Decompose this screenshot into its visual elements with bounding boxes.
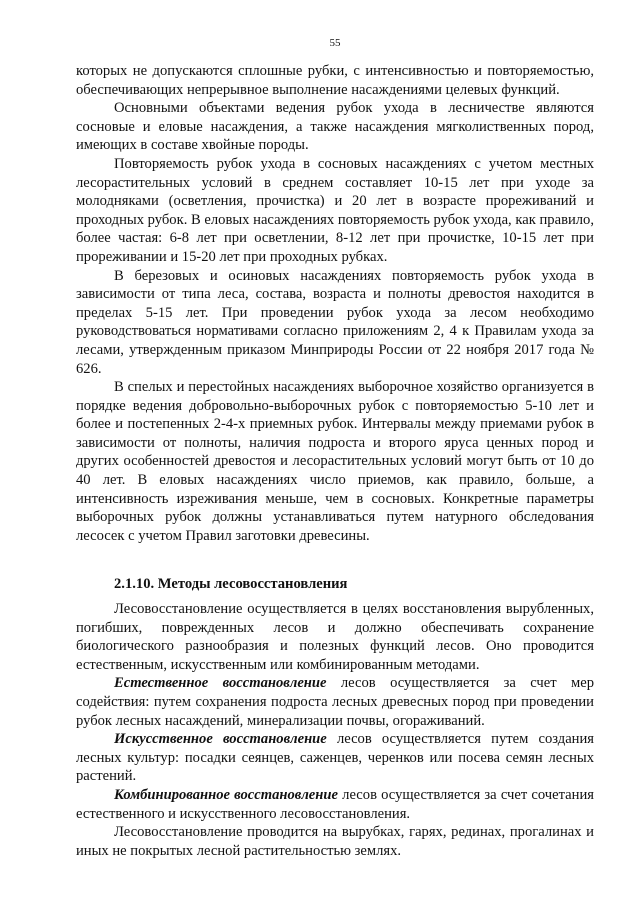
paragraph-natural-restoration	[76, 674, 594, 730]
section-heading: 2.1.10. Методы лесовосстановления	[114, 576, 348, 593]
section-spacer	[76, 545, 594, 557]
paragraph-selective-felling: В спелых и перестойных насаждениях выборочное хозяйство организуется в порядке ведения добровольно-выборочных рубок с повторяемостью 5-10 лет и более и постепенных 2-4-х приемных рубок. Интервалы между приемами рубок в зависимости от полноты, наличия подроста и второго яруса ценных пород и других особенностей древостоя и лесорастительных условий могут быть от 10 до 40 лет. В еловых насаждениях число приемов, как правило, больше, а интенсивность изреживания меньше, чем в сосновых. Конкретные параметры выборочных рубок должны устанавливаться путем натурного обследования лесосек с учетом Правил заготовки древесины.	[76, 379, 594, 544]
term-combined: Комбинированное восстановление	[114, 786, 338, 803]
page-number: 55	[329, 37, 341, 49]
paragraph-main-objects: Основными объектами ведения рубок ухода в лесничестве являются сосновые и еловые насаждения, а также насаждения мягколиственных пород, имеющих в составе хвойные породы.	[76, 100, 594, 154]
paragraph-birch-aspen: В березовых и осиновых насаждениях повторяемость рубок ухода в зависимости от типа леса, состава, возраста и полноты древостоя находится в пределах 5-15 лет. При проведении рубок ухода за лесом необходимо руководствоваться нормативами согласно приложениям 2, 4 к Правилам ухода за лесами, утвержденным приказом Минприроды России от 22 ноября 2017 года № 626.	[76, 267, 594, 377]
document-page	[76, 36, 594, 860]
paragraph-reforestation-sites: Лесовосстановление проводится на вырубках, гарях, рединах, прогалинах и иных не покрытых лесной растительностью землях.	[76, 824, 594, 859]
term-natural: Естественное восстановление	[114, 675, 327, 692]
paragraph-combined-restoration	[76, 786, 594, 823]
paragraph-reforestation-intro: Лесовосстановление осуществляется в целях восстановления вырубленных, погибших, поврежденных лесов и должно обеспечивать сохранение биологического разнообразия и полезных функций лесов. Оно проводится естественным, искусственным или комбинированным методами.	[76, 601, 594, 673]
paragraph-artificial-restoration	[76, 730, 594, 786]
paragraph-pine-frequency: Повторяемость рубок ухода в сосновых насаждениях с учетом местных лесорастительных условий в среднем составляет 10-15 лет при уходе за молодняками (осветления, прочистка) и 20 лет в возрасте прореживаний и проходных рубок. В еловых насаждениях повторяемость рубок ухода, как правило, более частая: 6-8 лет при осветлении, 8-12 лет при прочистке, 10-15 лет при прореживании и 15-20 лет при проходных рубках.	[76, 155, 594, 265]
paragraph-continuation: которых не допускаются сплошные рубки, с интенсивностью и повторяемостью, обеспечивающих непрерывное выполнение насаждениями целевых функций.	[76, 63, 594, 98]
text-artificial: лесов осуществляется путем создания лесных культур: посадки сеянцев, саженцев, черенков или посева семян лесных растений.	[76, 731, 595, 785]
term-artificial: Искусственное восстановление	[114, 731, 327, 748]
text-natural: лесов осуществляется за счет мер содействия: путем сохранения подроста лесных древесных пород при проведении рубок лесных насаждений, минерализации почвы, огораживаний.	[76, 675, 594, 729]
text-combined: лесов осуществляется за счет сочетания естественного и искусственного лесовосстановления.	[76, 786, 594, 822]
